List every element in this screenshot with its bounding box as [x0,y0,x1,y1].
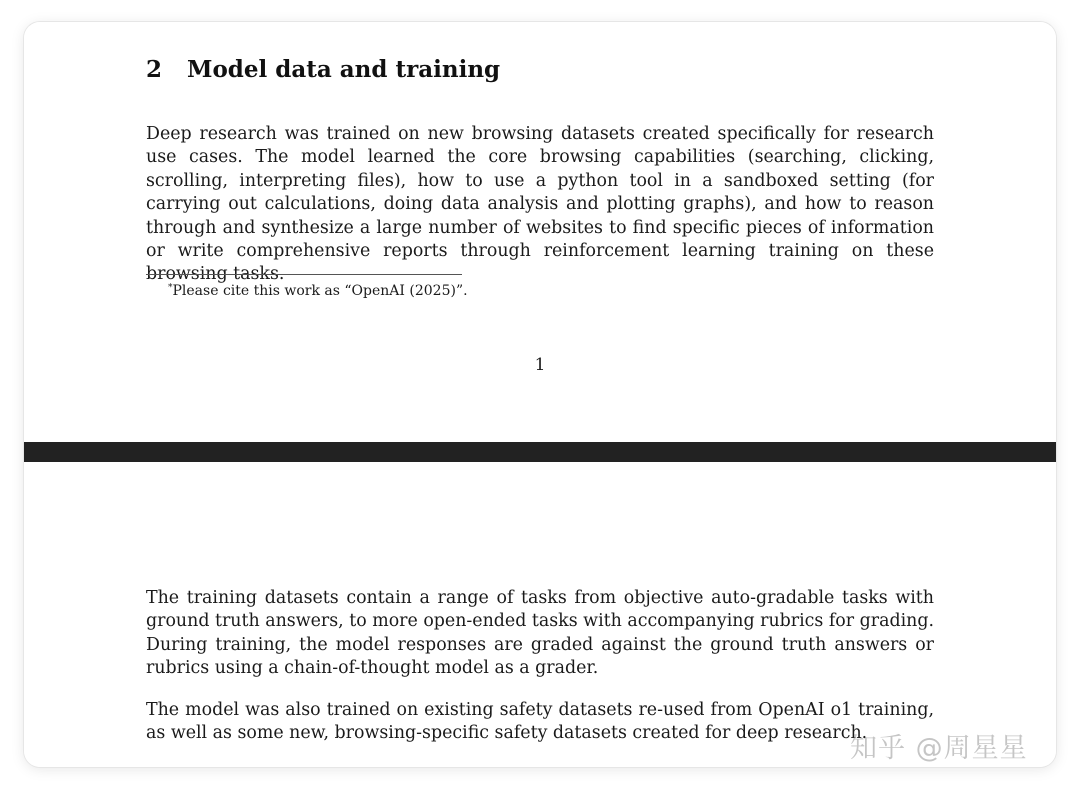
paragraph-training-datasets: The training datasets contain a range of tasks from objective auto-gradable tasks with ground truth answers, to more open-ended tasks with accompanying rubrics for grading. During training, the model responses are graded against the ground truth answers or rubrics using a chain-of-thought model as a grader. [146,588,934,679]
section-title: Model data and training [187,56,501,83]
page-number: 1 [534,355,546,375]
section-heading [146,56,500,83]
paragraph-training-overview: Deep research was trained on new browsing datasets created specifically for research use cases. The model learned the core browsing capabilities (searching, clicking, scrolling, interpreting files), how to use a python tool in a sandboxed setting (for carrying out calculations, doing data analysis and plotting graphs), and how to reason through and synthesize a large number of websites to find specific pieces of information or write comprehensive reports through reinforcement learning training on these browsing tasks. [146,124,934,285]
footnote-rule [146,274,462,275]
footnote [168,279,468,300]
page-1-bottom [24,22,1056,442]
watermark: 知乎 @周星星 [850,733,1028,764]
footnote-mark: * [168,283,173,293]
section-number: 2 [146,56,163,83]
footnote-text: Please cite this work as “OpenAI (2025)”. [172,283,468,299]
page-divider [24,442,1056,462]
document-frame [24,22,1056,767]
paragraph-safety-datasets: The model was also trained on existing safety datasets re-used from OpenAI o1 training, as well as some new, browsing-specific safety datasets created for deep research. [146,700,934,744]
